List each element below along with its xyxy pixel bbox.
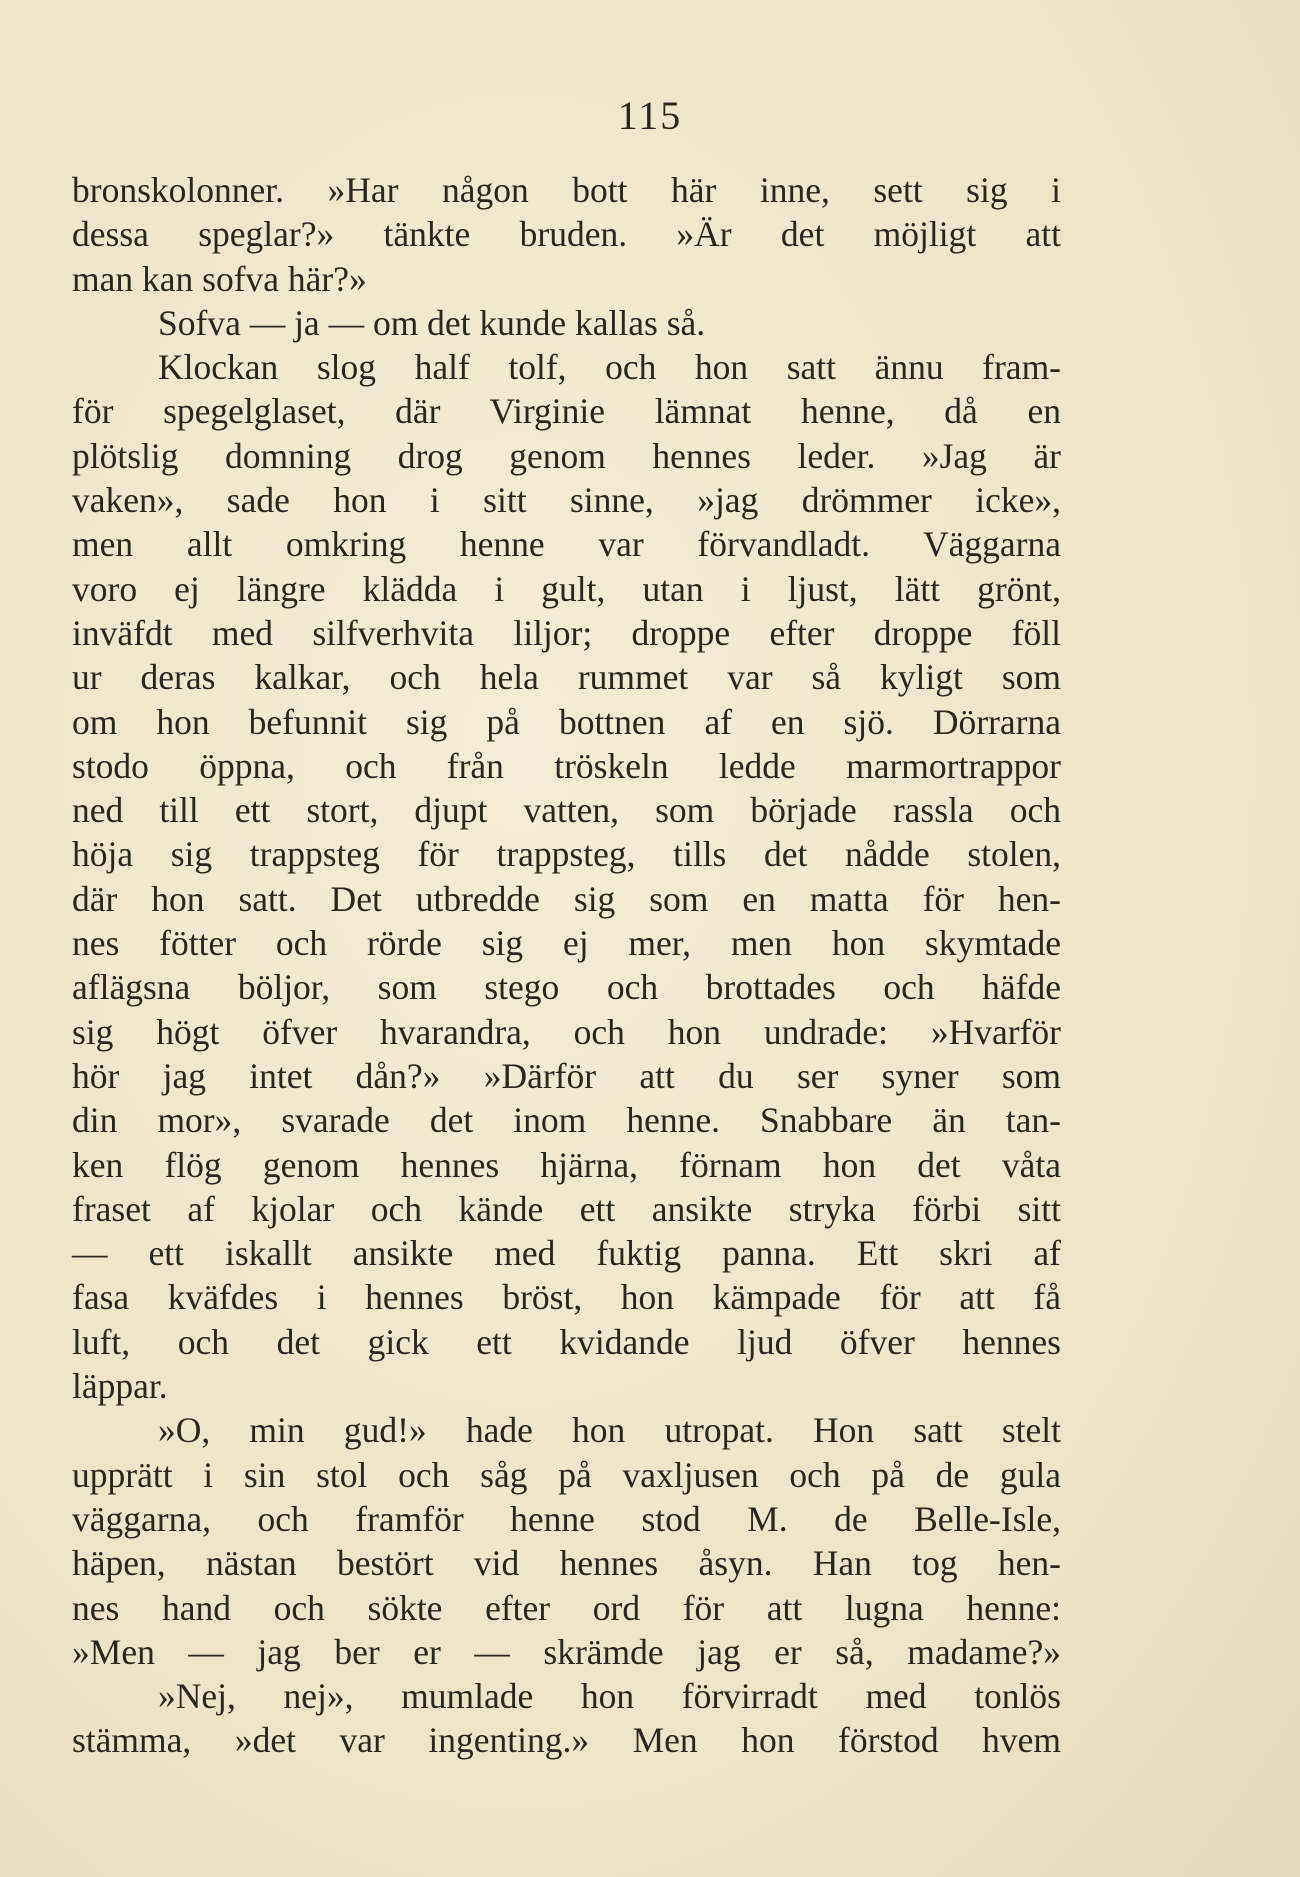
- text-line: väggarna, och framför henne stod M. de Belle-Isle,: [72, 1498, 1061, 1539]
- text-line: din mor», svarade det inom henne. Snabbare än tan-: [72, 1100, 1061, 1141]
- text-line: »Nej, nej», mumlade hon förvirradt med tonlös: [158, 1676, 1061, 1717]
- text-line: hör jag intet dån?» »Därför att du ser syner som: [72, 1055, 1061, 1096]
- text-line: fasa kväfdes i hennes bröst, hon kämpade för att få: [72, 1277, 1061, 1318]
- text-line: stodo öppna, och från tröskeln ledde marmortrappor: [72, 745, 1061, 786]
- text-line: bronskolonner. »Har någon bott här inne, sett sig i: [72, 170, 1061, 210]
- text-line: höja sig trappsteg för trappsteg, tills det nådde stolen,: [72, 834, 1061, 875]
- text-line: — ett iskallt ansikte med fuktig panna. Ett skri af: [72, 1233, 1061, 1274]
- text-line: fraset af kjolar och kände ett ansikte stryka förbi sitt: [72, 1188, 1061, 1229]
- text-line: plötslig domning drog genom hennes leder. »Jag är: [72, 435, 1061, 476]
- text-line: luft, och det gick ett kvidande ljud öfver hennes: [72, 1321, 1061, 1362]
- text-line: dessa speglar?» tänkte bruden. »Är det möjligt att: [72, 214, 1061, 255]
- text-line: sig högt öfver hvarandra, och hon undrade: »Hvarför: [72, 1011, 1061, 1052]
- text-line: för spegelglaset, där Virginie lämnat henne, då en: [72, 391, 1061, 432]
- text-line: nes fötter och rörde sig ej mer, men hon skymtade: [72, 923, 1061, 964]
- text-line: ur deras kalkar, och hela rummet var så kyligt som: [72, 657, 1061, 698]
- text-line: upprätt i sin stol och såg på vaxljusen och på de gula: [72, 1454, 1061, 1495]
- text-line: där hon satt. Det utbredde sig som en matta för hen-: [72, 878, 1061, 919]
- text-line: voro ej längre klädda i gult, utan i ljust, lätt grönt,: [72, 568, 1061, 609]
- text-line: vaken», sade hon i sitt sinne, »jag drömmer icke»,: [72, 480, 1061, 521]
- body-text: [72, 168, 1061, 1763]
- text-line: Klockan slog half tolf, och hon satt ännu fram-: [158, 347, 1061, 388]
- text-line: man kan sofva här?»: [72, 258, 367, 299]
- text-line: stämma, »det var ingenting.» Men hon förstod hvem: [72, 1720, 1061, 1761]
- text-line: häpen, nästan bestört vid hennes åsyn. Han tog hen-: [72, 1543, 1061, 1584]
- page-number: 115: [617, 93, 683, 138]
- text-line: läppar.: [72, 1366, 168, 1407]
- text-line: »O, min gud!» hade hon utropat. Hon satt stelt: [158, 1410, 1061, 1451]
- text-line: »Men — jag ber er — skrämde jag er så, madame?»: [72, 1631, 1061, 1672]
- text-line: Sofva — ja — om det kunde kallas så.: [158, 302, 706, 343]
- text-line: om hon befunnit sig på bottnen af en sjö. Dörrarna: [72, 701, 1061, 742]
- text-line: inväfdt med silfverhvita liljor; droppe efter droppe föll: [72, 612, 1061, 653]
- text-line: aflägsna böljor, som stego och brottades och häfde: [72, 967, 1061, 1008]
- text-line: ken flög genom hennes hjärna, förnam hon det våta: [72, 1144, 1061, 1185]
- text-line: ned till ett stort, djupt vatten, som började rassla och: [72, 790, 1061, 831]
- text-line: nes hand och sökte efter ord för att lugna henne:: [72, 1587, 1061, 1628]
- text-line: men allt omkring henne var förvandladt. Väggarna: [72, 524, 1061, 565]
